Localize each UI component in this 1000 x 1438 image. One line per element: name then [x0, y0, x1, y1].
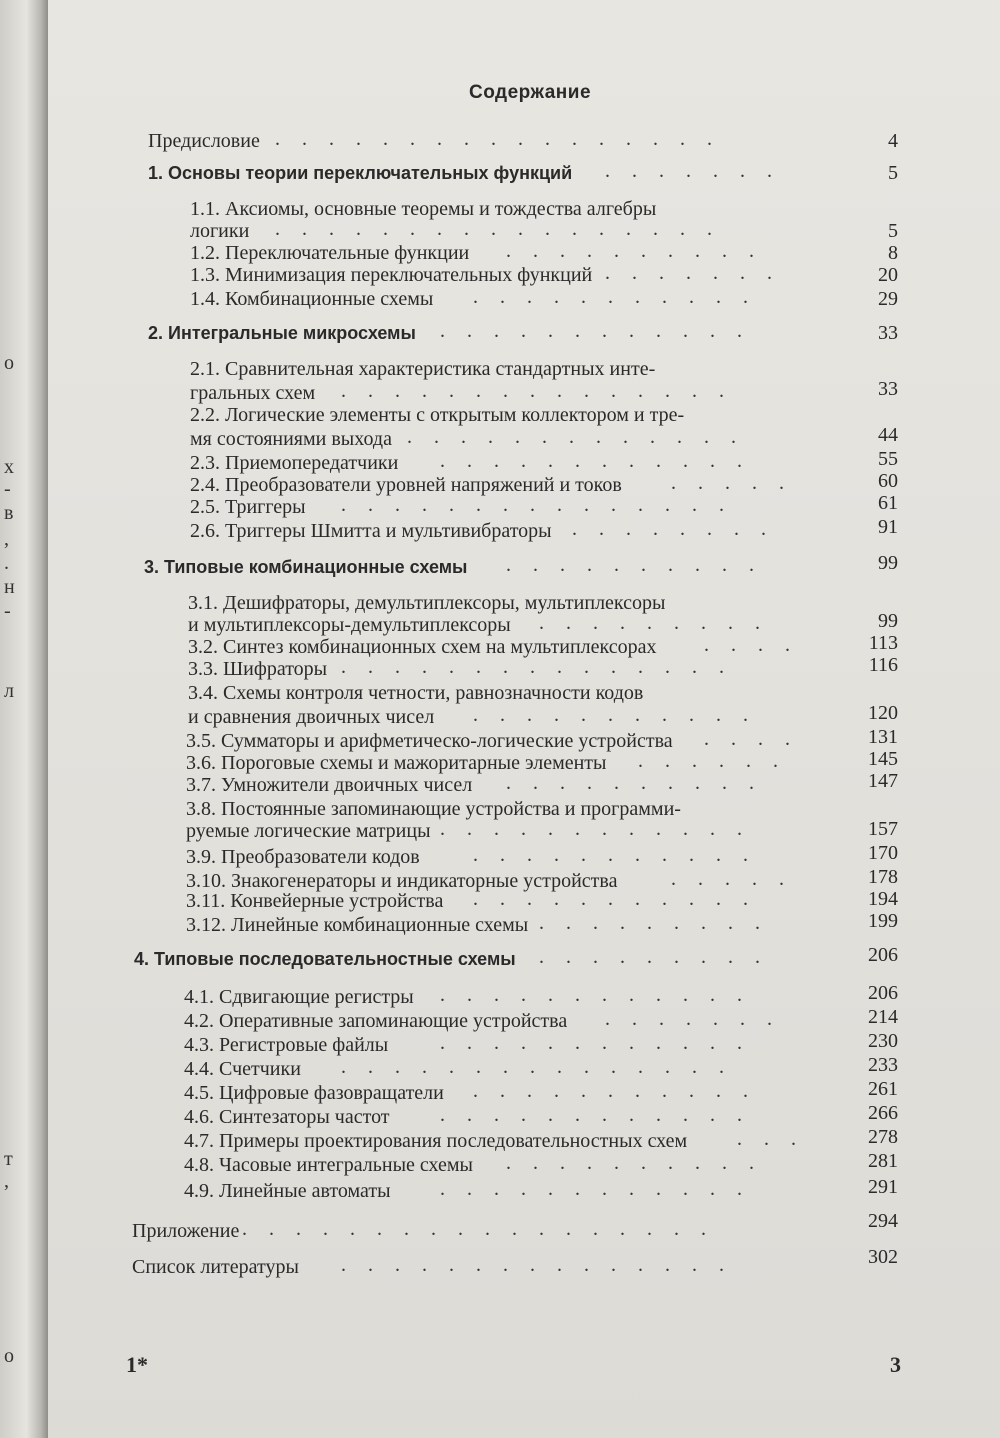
leader-dots: ...... [638, 750, 800, 772]
toc-entry-label: 3. Типовые комбинационные схемы [144, 557, 468, 577]
toc-page-number: 206 [868, 982, 898, 1004]
toc-entry-label: 4.5. Цифровые фазовращатели [184, 1082, 444, 1104]
toc-page-number: 266 [868, 1102, 898, 1124]
toc-entry-label-continued: логики [190, 220, 250, 242]
toc-page-number: 61 [878, 492, 898, 514]
toc-page-number: 214 [868, 1006, 898, 1028]
toc-page-number: 33 [878, 378, 898, 400]
leader-dots: ................. [275, 128, 734, 150]
toc-page-number: 199 [868, 910, 898, 932]
toc-entry-label: 3.6. Пороговые схемы и мажоритарные элементы [186, 752, 607, 774]
toc-entry-label: 4.8. Часовые интегральные схемы [184, 1154, 473, 1176]
leader-dots: ............... [341, 494, 746, 516]
toc-entry-label-continued: и сравнения двоичных чисел [188, 706, 435, 728]
toc-entry-label: 4.4. Счетчики [184, 1058, 301, 1080]
leader-dots: .... [704, 728, 812, 750]
toc-page-number: 294 [868, 1210, 898, 1232]
leader-dots: ............ [440, 1032, 764, 1054]
toc-page-number: 281 [868, 1150, 898, 1172]
toc-page-number: 99 [878, 552, 898, 574]
leader-dots: ............ [440, 320, 764, 342]
leader-dots: .......... [506, 772, 776, 794]
toc-page-number: 178 [868, 866, 898, 888]
toc-entry-label: 3.7. Умножители двоичных чисел [186, 774, 473, 796]
leader-dots: ............... [341, 1254, 746, 1276]
toc-entry-label: 2.6. Триггеры Шмитта и мультивибраторы [190, 520, 552, 542]
toc-page-number: 60 [878, 470, 898, 492]
toc-entry-label: 2.3. Приемопередатчики [190, 452, 399, 474]
toc-page-number: 8 [888, 242, 898, 264]
toc-entry-label: 3.2. Синтез комбинационных схем на мультиплексорах [188, 636, 657, 658]
leader-dots: ....... [605, 262, 794, 284]
toc-entry-label: 2. Интегральные микросхемы [148, 323, 416, 343]
toc-page-number: 131 [868, 726, 898, 748]
spine-mark: н [4, 576, 15, 598]
toc-page-number: 29 [878, 288, 898, 310]
toc-entry-label: 4.1. Сдвигающие регистры [184, 986, 414, 1008]
toc-entry-label: Приложение [132, 1220, 240, 1242]
toc-entry-label: Список литературы [132, 1256, 299, 1278]
toc-entry-label: 2.2. Логические элементы с открытым коллектором и тре- [190, 404, 685, 426]
toc-entry-label-continued: мя состояниями выхода [190, 428, 392, 450]
leader-dots: ....... [605, 160, 794, 182]
toc-entry-label: 2.5. Триггеры [190, 496, 306, 518]
leader-dots: .......... [506, 240, 776, 262]
spine-mark: - [4, 478, 11, 500]
spine-mark: , [4, 1170, 9, 1192]
leader-dots: ......... [539, 612, 782, 634]
toc-page-number: 194 [868, 888, 898, 910]
leader-dots: ......... [539, 946, 782, 968]
toc-entry-label: 4.9. Линейные автоматы [184, 1180, 391, 1202]
leader-dots: ........... [473, 844, 770, 866]
toc-entry-label-continued: гральных схем [190, 382, 316, 404]
toc-entry-label: Предисловие [148, 130, 260, 152]
toc-entry-label: 1.1. Аксиомы, основные теоремы и тождества алгебры [190, 198, 657, 220]
leader-dots: ........... [473, 888, 770, 910]
leader-dots: ............... [341, 1056, 746, 1078]
toc-page-number: 302 [868, 1246, 898, 1268]
toc-entry-label: 3.10. Знакогенераторы и индикаторные устройства [186, 870, 618, 892]
toc-entry-label: 1.3. Минимизация переключательных функций [190, 264, 593, 286]
toc-entry-label: 4. Типовые последовательностные схемы [134, 949, 516, 969]
toc-page-number: 157 [868, 818, 898, 840]
page-number: 3 [890, 1352, 901, 1377]
leader-dots: ............. [407, 426, 758, 448]
leader-dots: ............ [440, 818, 764, 840]
toc-entry-label: 2.1. Сравнительная характеристика стандартных инте- [190, 358, 656, 380]
leader-dots: ........ [572, 518, 788, 540]
toc-entry-label: 2.4. Преобразователи уровней напряжений и токов [190, 474, 622, 496]
spine-mark: х [4, 456, 14, 478]
adjacent-page-edge [0, 0, 30, 1438]
spine-mark: о [4, 352, 14, 374]
toc-page-number: 233 [868, 1054, 898, 1076]
toc-entry-label: 4.7. Примеры проектирования последовательностных схем [184, 1130, 688, 1152]
toc-entry-label: 3.1. Дешифраторы, демультиплексоры, мультиплексоры [188, 592, 666, 614]
toc-entry-label: 3.12. Линейные комбинационные схемы [186, 914, 529, 936]
leader-dots: ... [737, 1128, 818, 1150]
spine-mark: т [4, 1148, 13, 1170]
leader-dots: .... [704, 634, 812, 656]
toc-entry-label: 3.5. Сумматоры и арифметическо-логические устройства [186, 730, 673, 752]
toc-page-number: 170 [868, 842, 898, 864]
leader-dots: ..... [671, 472, 806, 494]
leader-dots: ........... [473, 1080, 770, 1102]
spine-mark: . [4, 552, 9, 574]
toc-page-number: 147 [868, 770, 898, 792]
toc-page-number: 120 [868, 702, 898, 724]
toc-page-number: 44 [878, 424, 898, 446]
toc-page-number: 91 [878, 516, 898, 538]
leader-dots: ............... [341, 656, 746, 678]
toc-entry-label: 1.2. Переключательные функции [190, 242, 470, 264]
leader-dots: ........... [473, 704, 770, 726]
toc-page-number: 291 [868, 1176, 898, 1198]
leader-dots: .......... [506, 1152, 776, 1174]
leader-dots: ............... [341, 380, 746, 402]
toc-page-number: 116 [868, 654, 898, 676]
leader-dots: ................. [275, 218, 734, 240]
spine-mark: - [4, 600, 11, 622]
toc-page-number: 5 [888, 220, 898, 242]
leader-dots: ............ [440, 1104, 764, 1126]
toc-page-number: 230 [868, 1030, 898, 1052]
toc-page-number: 20 [878, 264, 898, 286]
leader-dots: ............ [440, 984, 764, 1006]
leader-dots: ............ [440, 1178, 764, 1200]
leader-dots: .......... [506, 554, 776, 576]
toc-page-number: 4 [888, 130, 898, 152]
leader-dots: ........... [473, 286, 770, 308]
toc-entry-label-continued: руемые логические матрицы [186, 820, 431, 842]
spine-mark: в [4, 502, 14, 524]
leader-dots: ..... [671, 868, 806, 890]
spine-mark: л [4, 680, 14, 702]
toc-page-number: 113 [868, 632, 898, 654]
toc-entry-label: 1. Основы теории переключательных функций [148, 163, 573, 183]
toc-page-number: 99 [878, 610, 898, 632]
toc-entry-label: 3.8. Постоянные запоминающие устройства и программи- [186, 798, 681, 820]
toc-entry-label: 4.6. Синтезаторы частот [184, 1106, 390, 1128]
toc-page-number: 55 [878, 448, 898, 470]
spine-mark: о [4, 1345, 14, 1367]
toc-page-number: 145 [868, 748, 898, 770]
toc-entry-label: 3.11. Конвейерные устройства [186, 890, 444, 912]
toc-entry-label: 1.4. Комбинационные схемы [190, 288, 434, 310]
toc-page-number: 261 [868, 1078, 898, 1100]
page-title: Содержание [468, 82, 592, 103]
toc-entry-label: 4.2. Оперативные запоминающие устройства [184, 1010, 568, 1032]
leader-dots: ............ [440, 450, 764, 472]
toc-page-number: 278 [868, 1126, 898, 1148]
toc-entry-label: 3.9. Преобразователи кодов [186, 846, 420, 868]
leader-dots: ....... [605, 1008, 794, 1030]
leader-dots: ......... [539, 912, 782, 934]
toc-page-number: 33 [878, 322, 898, 344]
toc-page-number: 5 [888, 162, 898, 184]
spine-mark: , [4, 528, 9, 550]
printer-signature: 1* [126, 1352, 148, 1377]
toc-entry-label: 3.4. Схемы контроля четности, равнозначности кодов [188, 682, 644, 704]
toc-entry-label: 4.3. Регистровые файлы [184, 1034, 389, 1056]
leader-dots: .................. [242, 1218, 728, 1240]
toc-entry-label-continued: и мультиплексоры-демультиплексоры [188, 614, 511, 636]
toc-page-number: 206 [868, 944, 898, 966]
toc-entry-label: 3.3. Шифраторы [188, 658, 328, 680]
